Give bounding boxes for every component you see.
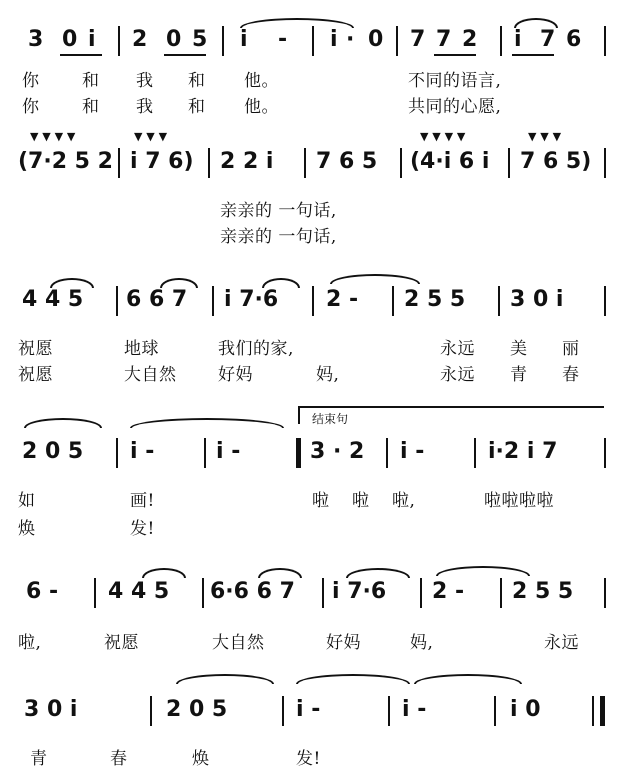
final-barline xyxy=(600,696,605,726)
note: i xyxy=(88,27,96,52)
lyric: 祝愿 xyxy=(104,633,139,653)
note: 2 xyxy=(132,27,148,52)
barline xyxy=(150,696,152,726)
tie-slur xyxy=(414,674,522,684)
note: 6 xyxy=(566,27,582,52)
barline xyxy=(420,578,422,608)
lyric: 啦 xyxy=(352,491,370,511)
tie-slur xyxy=(436,566,530,576)
note-group: 4 4 5 xyxy=(22,287,84,312)
lyric: 祝愿 xyxy=(18,365,53,385)
ending-label: 结束句 xyxy=(312,412,349,426)
note-group: i 0 xyxy=(510,697,541,722)
note: i xyxy=(240,27,248,52)
tie-slur xyxy=(176,674,274,684)
repeat-barline xyxy=(296,438,301,468)
note-group: (7·2 5 2 xyxy=(18,149,113,174)
beam xyxy=(512,54,554,56)
note-group: 2 5 5 xyxy=(512,579,574,604)
barline xyxy=(116,438,118,468)
barline xyxy=(604,286,606,316)
tie-slur xyxy=(24,418,102,428)
lyric: 你 xyxy=(22,71,40,91)
note-group: 7 6 5) xyxy=(520,149,592,174)
lyric: 我 xyxy=(136,71,154,91)
lyric: 永远 xyxy=(544,633,579,653)
accent-marks: ▼ ▼ ▼ xyxy=(528,130,562,143)
lyric: 丽 xyxy=(562,339,580,359)
note-group: i 7·6 xyxy=(224,287,279,312)
lyric: 焕 xyxy=(18,519,36,539)
note-group: i - xyxy=(296,697,321,722)
barline xyxy=(386,438,388,468)
note-group: 4 4 5 xyxy=(108,579,170,604)
lyric: 你 xyxy=(22,97,40,117)
note: - xyxy=(278,27,288,52)
tie-slur xyxy=(346,568,410,578)
barline xyxy=(500,578,502,608)
lyric: 大自然 xyxy=(212,633,265,653)
beam xyxy=(434,54,476,56)
note-group: i - xyxy=(402,697,427,722)
note: 0 xyxy=(166,27,182,52)
lyric: 共同的心愿, xyxy=(408,97,502,117)
lyric: 如 xyxy=(18,491,36,511)
lyric: 和 xyxy=(188,97,206,117)
barline xyxy=(118,26,120,56)
barline xyxy=(500,26,502,56)
lyric: 啦, xyxy=(18,633,42,653)
barline xyxy=(494,696,496,726)
barline xyxy=(312,286,314,316)
note-group: i - xyxy=(216,439,241,464)
lyric: 和 xyxy=(82,97,100,117)
beam xyxy=(60,54,102,56)
lyric: 我 xyxy=(136,97,154,117)
note: i xyxy=(514,27,522,52)
tie-slur xyxy=(142,568,186,578)
note-group: 2 5 5 xyxy=(404,287,466,312)
note: 0 xyxy=(368,27,384,52)
note: 7 xyxy=(410,27,426,52)
note-group: 7 6 5 xyxy=(316,149,378,174)
lyric: 妈, xyxy=(316,365,340,385)
barline xyxy=(208,148,210,178)
beam xyxy=(164,54,206,56)
lyric: 啦 xyxy=(312,491,330,511)
barline xyxy=(474,438,476,468)
lyric: 大自然 xyxy=(124,365,177,385)
note: 7 xyxy=(436,27,452,52)
lyric: 画! xyxy=(130,491,155,511)
lyric: 春 xyxy=(110,749,128,769)
barline xyxy=(400,148,402,178)
note-group: i 7·6 xyxy=(332,579,387,604)
note-group: 2 - xyxy=(432,579,465,604)
note: 2 xyxy=(462,27,478,52)
note-group: i·2 i 7 xyxy=(488,439,558,464)
lyric: 我们的家, xyxy=(218,339,294,359)
barline xyxy=(212,286,214,316)
barline xyxy=(604,26,606,56)
barline xyxy=(322,578,324,608)
note-group: 2 2 i xyxy=(220,149,274,174)
note: 0 xyxy=(62,27,78,52)
note-group: 3 0 i xyxy=(510,287,564,312)
lyric: 发! xyxy=(130,519,155,539)
barline xyxy=(604,578,606,608)
note-group: i 7 6) xyxy=(130,149,194,174)
note: 5 xyxy=(192,27,208,52)
lyric: 永远 xyxy=(440,365,475,385)
lyric: 春 xyxy=(562,365,580,385)
lyric: 地球 xyxy=(124,339,159,359)
lyric: 不同的语言, xyxy=(408,71,502,91)
lyric: 啦, xyxy=(392,491,416,511)
lyric: 他。 xyxy=(244,71,279,91)
barline xyxy=(202,578,204,608)
lyric: 青 xyxy=(30,749,48,769)
barline xyxy=(604,438,606,468)
barline xyxy=(388,696,390,726)
lyric: 亲亲的 一句话, xyxy=(220,227,337,247)
note-group: 3 · 2 xyxy=(310,439,365,464)
barline xyxy=(118,148,120,178)
lyric: 发! xyxy=(296,749,321,769)
lyric: 美 xyxy=(510,339,528,359)
barline xyxy=(304,148,306,178)
barline xyxy=(204,438,206,468)
barline xyxy=(396,26,398,56)
tie-slur xyxy=(296,674,410,684)
note: i xyxy=(330,27,338,52)
barline xyxy=(498,286,500,316)
barline xyxy=(392,286,394,316)
note-group: 2 0 5 xyxy=(22,439,84,464)
tie-slur xyxy=(130,418,284,428)
tie-slur xyxy=(330,274,420,284)
barline xyxy=(508,148,510,178)
lyric: 和 xyxy=(188,71,206,91)
barline xyxy=(604,148,606,178)
barline xyxy=(222,26,224,56)
lyric: 亲亲的 一句话, xyxy=(220,201,337,221)
note-group: i - xyxy=(400,439,425,464)
lyric: 好妈 xyxy=(326,633,361,653)
lyric: 祝愿 xyxy=(18,339,53,359)
lyric: 啦啦啦啦 xyxy=(484,491,554,511)
accent-marks: ▼ ▼ ▼ ▼ xyxy=(30,130,76,143)
note: · xyxy=(346,27,355,52)
lyric: 青 xyxy=(510,365,528,385)
note-group: 2 0 5 xyxy=(166,697,228,722)
accent-marks: ▼ ▼ ▼ xyxy=(134,130,168,143)
barline xyxy=(116,286,118,316)
barline xyxy=(94,578,96,608)
note-group: 6·6 6 7 xyxy=(210,579,295,604)
lyric: 他。 xyxy=(244,97,279,117)
note-group: 6 6 7 xyxy=(126,287,188,312)
tie-slur xyxy=(258,568,302,578)
lyric: 和 xyxy=(82,71,100,91)
barline xyxy=(592,696,594,726)
note-group: 3 0 i xyxy=(24,697,78,722)
note-group: 6 - xyxy=(26,579,59,604)
note-group: 2 - xyxy=(326,287,359,312)
note-group: i - xyxy=(130,439,155,464)
lyric: 妈, xyxy=(410,633,434,653)
lyric: 好妈 xyxy=(218,365,253,385)
barline xyxy=(282,696,284,726)
barline xyxy=(312,26,314,56)
lyric: 焕 xyxy=(192,749,210,769)
note-group: (4·i 6 i xyxy=(410,149,490,174)
note: 3 xyxy=(28,27,44,52)
note: 7 xyxy=(540,27,556,52)
lyric: 永远 xyxy=(440,339,475,359)
accent-marks: ▼ ▼ ▼ ▼ xyxy=(420,130,466,143)
